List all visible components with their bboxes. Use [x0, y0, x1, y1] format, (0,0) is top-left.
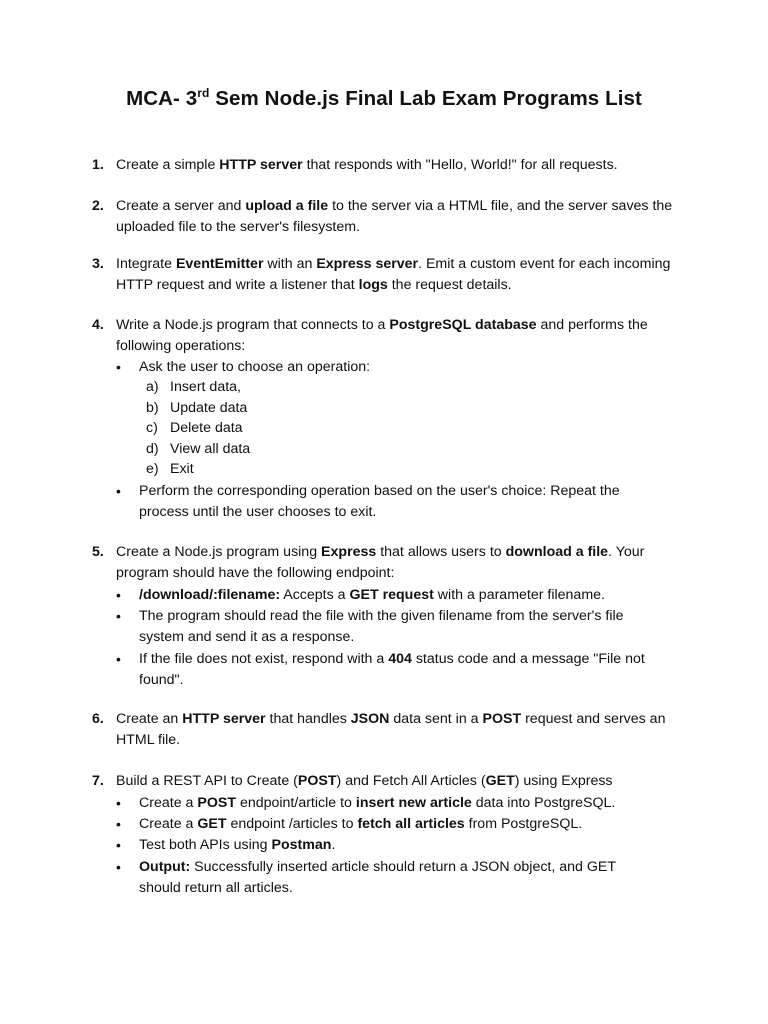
text-span: from PostgreSQL.: [464, 816, 583, 832]
text-span: Integrate: [116, 256, 176, 272]
bold-text: GET: [197, 816, 227, 832]
bold-text: upload a file: [245, 198, 329, 214]
bold-text: insert new article: [355, 795, 472, 811]
text-span: [116, 315, 681, 356]
bullet: •: [116, 608, 121, 624]
option-item: Delete data: [170, 420, 243, 436]
text-span: Accepts a: [280, 587, 350, 603]
question-number: 7.: [92, 773, 104, 789]
question-number: 4.: [92, 317, 104, 333]
text-span: the request details.: [387, 276, 512, 293]
text-span: status code and a message "File not found".: [139, 651, 645, 688]
option-letter: b): [146, 400, 159, 416]
list-item: [139, 857, 649, 898]
text-span: Create a Node.js program using: [116, 544, 322, 560]
option-item: Insert data,: [170, 379, 241, 395]
bold-text: POST: [482, 711, 522, 727]
bullet: •: [116, 651, 121, 667]
list-item: Ask the user to choose an operation:: [139, 359, 371, 375]
text-span: [116, 709, 666, 750]
bold-text: fetch all articles: [357, 816, 465, 832]
question-number: 2.: [92, 198, 104, 214]
bold-text: POST: [297, 773, 337, 789]
list-item: [139, 649, 679, 690]
text-span: rd: [197, 86, 210, 100]
text-span: to the server via a HTML file, and the server saves the uploaded file to the server's filesystem.: [116, 198, 673, 235]
list-item: The program should read the file with the given filename from the server's file system and send it as a response.: [139, 608, 624, 645]
list-item: [139, 793, 699, 814]
text-span: ) using Express: [514, 773, 613, 789]
text-span: Write a Node.js program that connects to a: [116, 317, 390, 333]
bold-text: Output:: [139, 859, 191, 875]
text-span: Test both APIs using: [139, 837, 272, 853]
option-item: Exit: [170, 461, 194, 477]
question-number: 6.: [92, 711, 104, 727]
bold-text: JSON: [350, 711, 390, 727]
text-span: data sent in a: [389, 711, 483, 727]
option-letter: d): [146, 441, 159, 457]
text-span: and performs the following operations:: [116, 317, 648, 354]
text-span: If the file does not exist, respond with a: [139, 651, 389, 667]
text-span: Create a: [139, 816, 198, 832]
bold-text: GET request: [349, 587, 434, 603]
text-span: Create a simple: [116, 157, 220, 173]
text-span: Build a REST API to Create (: [116, 773, 298, 789]
text-span: request and serves an HTML file.: [116, 711, 666, 748]
list-item: [139, 835, 679, 856]
text-span: .: [331, 837, 336, 853]
bold-text: download a file: [505, 544, 609, 560]
text-span: with an: [263, 256, 317, 272]
bold-text: 404: [388, 651, 412, 667]
text-span: Successfully inserted article should return a JSON object, and GET should return all articles.: [139, 859, 616, 896]
text-span: that allows users to: [376, 544, 506, 560]
text-span: Create a: [139, 795, 198, 811]
option-letter: e): [146, 461, 159, 477]
bold-text: POST: [197, 795, 236, 811]
text-span: that responds with "Hello, World!" for all requests.: [302, 157, 618, 173]
bullet: •: [116, 816, 121, 832]
text-span: ) and Fetch All Articles (: [336, 773, 486, 789]
list-item: [139, 585, 679, 606]
bullet: •: [116, 837, 121, 853]
bullet: •: [116, 859, 121, 875]
bullet: •: [116, 483, 121, 499]
option-item: Update data: [170, 400, 248, 416]
text-span: Sem Node.js Final Lab Exam Programs List: [209, 87, 642, 110]
option-item: View all data: [170, 441, 251, 457]
text-span: [116, 254, 676, 295]
text-span: Create a server and: [116, 198, 246, 214]
text-span: endpoint/article to: [236, 795, 356, 811]
bold-text: Postman: [271, 837, 332, 853]
bullet: •: [116, 359, 121, 375]
text-span: [116, 542, 676, 583]
bullet: •: [116, 795, 121, 811]
text-span: Create an: [116, 711, 183, 727]
bold-text: HTTP server: [182, 711, 266, 727]
bold-text: GET: [485, 773, 515, 789]
question-number: 1.: [92, 157, 104, 173]
text-span: . Emit a custom event for each incoming HTTP request and write a listener that: [116, 256, 671, 293]
bold-text: PostgreSQL database: [389, 317, 537, 333]
text-span: data into PostgreSQL.: [471, 795, 616, 811]
bold-text: Express: [321, 544, 377, 560]
text-span: . Your program should have the following endpoint:: [116, 544, 645, 581]
list-item: [139, 814, 699, 835]
bold-text: logs: [358, 276, 388, 293]
text-span: [116, 771, 696, 792]
question-number: 3.: [92, 256, 104, 272]
option-letter: c): [146, 420, 158, 436]
bold-text: HTTP server: [219, 157, 303, 173]
text-span: [116, 196, 676, 237]
text-span: with a parameter filename.: [433, 587, 605, 603]
page-title: [0, 86, 768, 111]
bold-text: /download/:filename:: [139, 587, 281, 603]
question-number: 5.: [92, 544, 104, 560]
text-span: [116, 155, 676, 176]
text-span: endpoint /articles to: [226, 816, 358, 832]
text-span: that handles: [265, 711, 351, 727]
bold-text: Express server: [316, 256, 419, 272]
list-item: Perform the corresponding operation based on the user's choice: Repeat the process until the user chooses to exit.: [139, 483, 620, 520]
bullet: •: [116, 587, 121, 603]
option-letter: a): [146, 379, 159, 395]
bold-text: EventEmitter: [175, 256, 264, 272]
text-span: MCA- 3: [126, 87, 198, 110]
